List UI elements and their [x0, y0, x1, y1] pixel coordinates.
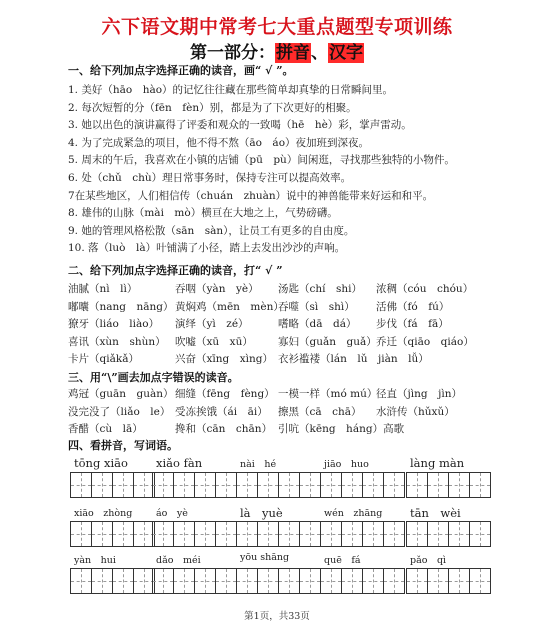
- pinyin-prompt: pǎo qì: [410, 555, 447, 566]
- pinyin-prompt: làng màn: [410, 456, 465, 470]
- writing-box[interactable]: [70, 472, 92, 498]
- section1-item: 4. 为了完成紧急的项目，他不得不熬（āo áo）夜加班到深夜。: [68, 136, 370, 149]
- writing-box[interactable]: [257, 521, 279, 547]
- writing-box[interactable]: [427, 568, 449, 594]
- section1-item: 2. 每次短暂的分（fēn fèn）别，都是为了下次更好的相聚。: [68, 101, 357, 114]
- writing-box[interactable]: [320, 472, 342, 498]
- highlight-hanzi: 汉字: [329, 43, 363, 63]
- writing-box[interactable]: [215, 472, 237, 498]
- pinyin-prompt: là yuè: [240, 506, 283, 520]
- writing-box[interactable]: [173, 521, 195, 547]
- writing-box[interactable]: [194, 568, 216, 594]
- writing-box[interactable]: [257, 472, 279, 498]
- writing-box[interactable]: [299, 472, 321, 498]
- writing-grid[interactable]: [70, 472, 154, 498]
- writing-box[interactable]: [469, 521, 491, 547]
- section3-cell: 受冻挨饿（ái āi）: [175, 405, 268, 418]
- section2-cell: 浓稠（cóu chóu）: [376, 283, 474, 295]
- section2-cell: 衣衫褴褛（lán lǔ jiàn lǚ）: [278, 353, 429, 366]
- pinyin-prompt: wén zhāng: [324, 508, 383, 519]
- section3-cell: 擦黑（cā chā）: [278, 405, 362, 418]
- writing-box[interactable]: [469, 568, 491, 594]
- writing-box[interactable]: [112, 568, 134, 594]
- section1-item: 8. 雄伟的山脉（mài mò）横亘在大地之上，气势磅礴。: [68, 207, 338, 220]
- section2-cell: 吞噬（sì shì）: [278, 300, 355, 313]
- writing-grid[interactable]: [70, 521, 154, 547]
- pinyin-prompt: yōu shāng: [240, 552, 290, 563]
- section2-cell: 嗜略（dā dá）: [278, 318, 357, 331]
- writing-box[interactable]: [341, 568, 363, 594]
- writing-box[interactable]: [236, 521, 258, 547]
- writing-grid[interactable]: [320, 521, 404, 547]
- section3-cell: 没完没了（liǎo le）: [68, 405, 171, 418]
- section3-cell: 细缝（fēng fèng）: [175, 388, 275, 400]
- writing-box[interactable]: [112, 472, 134, 498]
- section1-item: 9. 她的管理风格松散（sān sàn），让员工有更多的自由度。: [68, 224, 355, 237]
- section1-item: 10. 落（luò là）叶铺满了小径，踏上去发出沙沙的声响。: [68, 242, 346, 255]
- pinyin-prompt: tān wèi: [410, 506, 461, 520]
- pinyin-prompt: jiāo huo: [324, 459, 369, 470]
- section2-cell: 獠牙（liáo liào）: [68, 318, 160, 331]
- section1-item: 7在某些地区，人们相信传（chuán zhuàn）说中的神兽能带来好运和和平。: [68, 189, 434, 202]
- writing-box[interactable]: [320, 521, 342, 547]
- writing-box[interactable]: [70, 521, 92, 547]
- writing-box[interactable]: [236, 568, 258, 594]
- writing-grid[interactable]: [236, 472, 320, 498]
- section4-heading: 四、看拼音，写词语。: [68, 439, 178, 452]
- pinyin-prompt: xiǎo fàn: [156, 456, 203, 470]
- section1-item: 1. 美好（hāo hào）的记忆往往藏在那些简单却真挚的日常瞬间里。: [68, 84, 394, 96]
- part-prefix: 第一部分：: [190, 43, 275, 63]
- writing-box[interactable]: [91, 568, 113, 594]
- writing-box[interactable]: [469, 472, 491, 498]
- writing-box[interactable]: [406, 472, 428, 498]
- section2-cell: 吹嘘（xū xū）: [175, 335, 253, 348]
- page-footer: 第1页，共33页: [244, 611, 310, 622]
- writing-grid[interactable]: [320, 472, 404, 498]
- pinyin-prompt: quē fá: [324, 555, 361, 566]
- writing-grid[interactable]: [406, 472, 490, 498]
- writing-box[interactable]: [278, 472, 300, 498]
- writing-box[interactable]: [215, 568, 237, 594]
- writing-box[interactable]: [215, 521, 237, 547]
- writing-box[interactable]: [194, 521, 216, 547]
- section2-cell: 喜讯（xùn shùn）: [68, 335, 166, 348]
- section2-cell: 卡片（qiǎkǎ）: [68, 353, 139, 366]
- section2-cell: 吞咽（yàn yè）: [175, 283, 259, 295]
- writing-grid[interactable]: [152, 521, 236, 547]
- section2-cell: 乔迁（qiāo qiáo）: [376, 335, 474, 348]
- writing-box[interactable]: [278, 521, 300, 547]
- section3-cell: 径直（jìng jìn）: [376, 388, 462, 400]
- writing-box[interactable]: [448, 568, 470, 594]
- pinyin-prompt: tōng xiāo: [74, 456, 128, 470]
- pinyin-prompt: dǎo méi: [156, 555, 201, 566]
- writing-box[interactable]: [299, 521, 321, 547]
- page-title: 六下语文期中常考七大重点题型专项训练: [101, 16, 453, 38]
- pinyin-prompt: nài hé: [240, 459, 277, 470]
- writing-box[interactable]: [278, 568, 300, 594]
- pinyin-prompt: xiāo zhòng: [74, 508, 133, 519]
- part-separator: 、: [311, 43, 328, 63]
- writing-grid[interactable]: [152, 472, 236, 498]
- writing-box[interactable]: [406, 568, 428, 594]
- writing-box[interactable]: [427, 521, 449, 547]
- writing-box[interactable]: [383, 568, 405, 594]
- section1-item: 3. 她以出色的演讲赢得了评委和观众的一致喝（hē hè）彩，掌声雷动。: [68, 119, 412, 132]
- writing-box[interactable]: [362, 472, 384, 498]
- writing-grid[interactable]: [152, 568, 236, 594]
- writing-box[interactable]: [152, 568, 174, 594]
- writing-box[interactable]: [383, 472, 405, 498]
- writing-box[interactable]: [383, 521, 405, 547]
- section2-cell: 步伐（fá fā）: [376, 318, 449, 331]
- section1-item: 6. 处（chǔ chù）理日常事务时，保持专注可以提高效率。: [68, 172, 352, 184]
- writing-grid[interactable]: [236, 568, 320, 594]
- section2-cell: 油腻（nì lì）: [68, 283, 138, 295]
- writing-box[interactable]: [448, 472, 470, 498]
- writing-box[interactable]: [173, 568, 195, 594]
- writing-grid[interactable]: [406, 568, 490, 594]
- section1-heading: 一、给下列加点字选择正确的读音，画“ √ ”。: [68, 64, 294, 77]
- writing-box[interactable]: [299, 568, 321, 594]
- writing-box[interactable]: [91, 521, 113, 547]
- writing-box[interactable]: [362, 568, 384, 594]
- section2-cell: 演绎（yì zé）: [175, 318, 249, 331]
- writing-box[interactable]: [341, 521, 363, 547]
- writing-box[interactable]: [112, 521, 134, 547]
- writing-box[interactable]: [341, 472, 363, 498]
- section2-cell: 嘟囔（nang nāng）: [68, 300, 174, 313]
- writing-grid[interactable]: [70, 568, 154, 594]
- writing-box[interactable]: [194, 472, 216, 498]
- writing-box[interactable]: [70, 568, 92, 594]
- section3-cell: 一模一样（mó mú）: [278, 388, 378, 400]
- section3-cell: 水浒传（hǔxǔ）: [376, 405, 455, 418]
- writing-grid[interactable]: [236, 521, 320, 547]
- section2-cell: 活佛（fó fú）: [376, 300, 450, 313]
- section3-cell: 香醋（cù lā）: [68, 423, 143, 436]
- writing-box[interactable]: [173, 472, 195, 498]
- section3-heading: 三、用“\”画去加点字错误的读音。: [68, 371, 239, 384]
- writing-grid[interactable]: [320, 568, 404, 594]
- writing-box[interactable]: [91, 472, 113, 498]
- writing-box[interactable]: [406, 521, 428, 547]
- writing-box[interactable]: [320, 568, 342, 594]
- pinyin-prompt: áo yè: [156, 508, 188, 519]
- writing-grid[interactable]: [406, 521, 490, 547]
- highlight-pinyin: 拼音: [276, 43, 310, 63]
- part-heading: [0, 38, 554, 63]
- section2-cell: 兴奋（xīng xìng）: [175, 353, 274, 366]
- section3-cell: 鸡冠（guān guàn）: [68, 388, 174, 400]
- writing-box[interactable]: [257, 568, 279, 594]
- section1-item: 5. 周末的午后，我喜欢在小镇的店铺（pū pù）间闲逛，寻找那些独特的小物件。: [68, 154, 455, 167]
- writing-box[interactable]: [362, 521, 384, 547]
- section3-cell: 引吭（kēng háng）高歌: [278, 423, 405, 436]
- section3-cell: 搀和（cān chān）: [175, 423, 273, 436]
- writing-box[interactable]: [236, 472, 258, 498]
- writing-box[interactable]: [448, 521, 470, 547]
- writing-box[interactable]: [152, 521, 174, 547]
- writing-box[interactable]: [152, 472, 174, 498]
- pinyin-prompt: yàn hui: [74, 555, 116, 566]
- section2-heading: 二、给下列加点字选择正确的读音，打“ √ ”: [68, 264, 283, 277]
- section2-cell: 汤匙（chí shi）: [278, 283, 363, 295]
- section2-cell: 寡妇（guǎn guǎ）: [278, 335, 377, 348]
- section2-cell: 黄焖鸡（mēn mèn）: [175, 300, 284, 313]
- writing-box[interactable]: [427, 472, 449, 498]
